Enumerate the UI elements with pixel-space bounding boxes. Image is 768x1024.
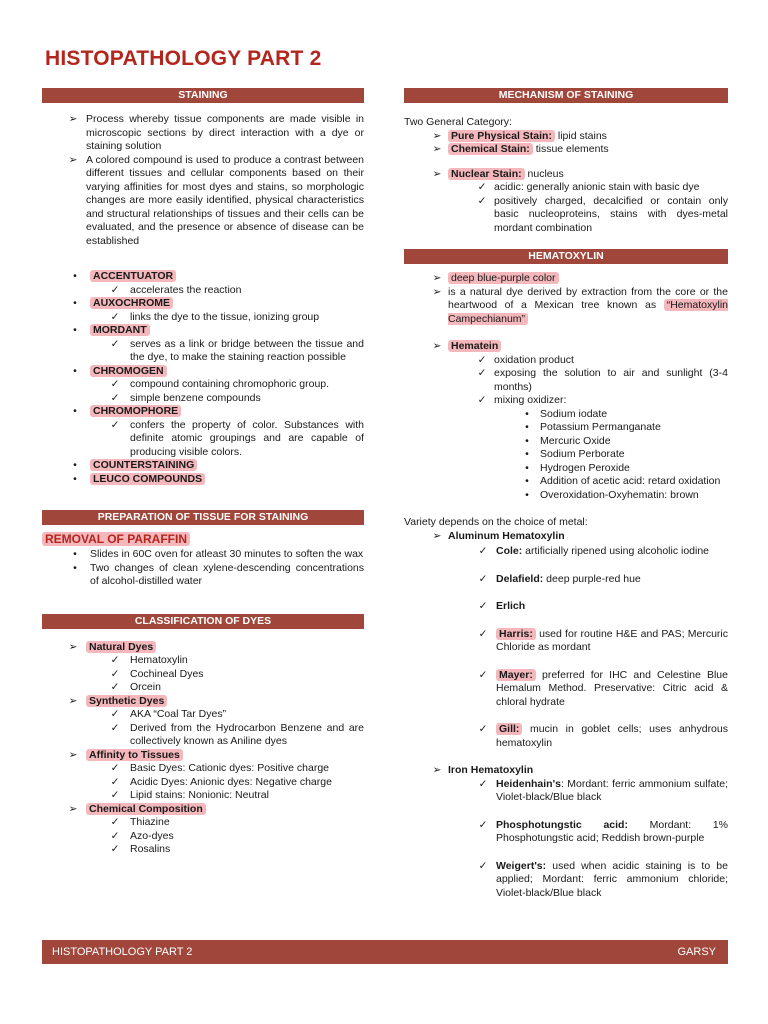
list-item <box>470 600 728 614</box>
bullet-icon: • <box>73 405 77 417</box>
alum-label: Harris: <box>496 628 536 640</box>
check-icon: ✓ <box>477 181 487 193</box>
term-label: MORDANT <box>90 324 150 336</box>
oxidizer-text: Potassium Permanganate <box>540 421 661 433</box>
item-text <box>86 749 364 763</box>
footer-right: GARSY <box>677 946 716 958</box>
term-note: serves as a link or bridge between the tissue and the dye, to make the staining reaction possible <box>130 337 364 363</box>
class-item <box>60 695 364 709</box>
list-item <box>60 548 364 562</box>
item-text <box>496 819 728 846</box>
paraffin-list <box>42 548 364 589</box>
class-note: Azo-dyes <box>130 829 174 842</box>
oxidizer-list <box>404 408 728 503</box>
arrow-icon: ➢ <box>68 802 78 815</box>
chemical-stain-text: tissue elements <box>532 143 609 155</box>
bullet-icon: • <box>73 364 77 377</box>
hema-color: deep blue-purple color <box>448 272 559 284</box>
class-item <box>60 641 364 655</box>
bullet-icon: • <box>525 448 529 460</box>
list-item <box>514 448 728 462</box>
item-text <box>90 562 364 589</box>
class-note-item <box>60 668 364 682</box>
bullet-icon: • <box>525 475 529 487</box>
list-item <box>60 562 364 589</box>
arrow-icon: ➢ <box>432 285 442 298</box>
term-note: compound containing chromophoric group. <box>130 378 330 390</box>
hematein-note: mixing oxidizer: <box>494 394 567 406</box>
iron-title: Iron Hematoxylin <box>448 764 534 776</box>
page-title: HISTOPATHOLOGY PART 2 <box>45 47 322 70</box>
class-note-item <box>60 722 364 749</box>
right-column <box>404 88 728 900</box>
two-general-label: Two General Category: <box>404 116 512 128</box>
check-icon: ✓ <box>478 859 488 872</box>
list-item <box>60 154 364 249</box>
term-list <box>42 270 364 486</box>
iron-text: : Mordant: ferric ammonium sulfate; Violet-black/Blue black <box>496 777 728 803</box>
item-text <box>494 394 728 408</box>
list-item <box>514 489 728 503</box>
bullet-icon: • <box>525 434 529 447</box>
item-text <box>90 324 364 338</box>
alum-label: Delafield: <box>496 572 544 585</box>
class-note-item <box>60 762 364 776</box>
class-note-item <box>60 830 364 844</box>
hema-latin-name: “Hematoxylin Campechianum” <box>448 299 728 325</box>
staining-list <box>42 113 364 248</box>
class-note: AKA “Coal Tar Dyes” <box>130 708 227 720</box>
aluminum-list <box>404 545 728 750</box>
aluminum-title: Aluminum Hematoxylin <box>448 529 565 542</box>
term-label: CHROMOGEN <box>90 365 167 377</box>
item-text <box>496 669 728 710</box>
item-text <box>130 311 364 325</box>
class-note: Lipid stains: Nonionic: Neutral <box>130 789 269 801</box>
item-text <box>540 475 728 489</box>
item-text <box>496 723 728 750</box>
arrow-icon: ➢ <box>68 748 78 761</box>
pure-physical-label: Pure Physical Stain: <box>448 130 555 142</box>
item-text <box>130 830 364 844</box>
item-text <box>540 448 728 462</box>
oxidizer-text: Hydrogen Peroxide <box>540 461 630 474</box>
list-item <box>514 462 728 476</box>
arrow-icon: ➢ <box>68 153 78 166</box>
class-note: Derived from the Hydrocarbon Benzene and are collectively known as Aniline dyes <box>130 721 364 747</box>
list-item <box>470 367 728 394</box>
hematein-label: Hematein <box>448 340 501 352</box>
check-icon: ✓ <box>478 818 488 831</box>
item-text <box>90 297 364 311</box>
iron-text: used when acidic staining is to be applied; Mordant: ferric ammonium chloride; Violet-black/Blue black <box>496 859 728 899</box>
item-text <box>494 367 728 394</box>
item-text <box>130 654 364 668</box>
term-label: COUNTERSTAINING <box>90 459 197 471</box>
item-text <box>130 762 364 776</box>
list-item <box>470 354 728 368</box>
check-icon: ✓ <box>110 721 120 734</box>
class-note: Basic Dyes: Cationic dyes: Positive charge <box>130 762 330 774</box>
list-item <box>470 819 728 846</box>
left-column <box>42 88 364 857</box>
class-label: Natural Dyes <box>86 641 156 653</box>
staining-text: A colored compound is used to produce a contrast between different tissues and cellular components based on their varying affinities for most dyes and stains, so morphologic changes are more easily identified, physical characteristics and structural relationships of tissues and their cells can be evaluated, and the presence or absence of disease can be established <box>86 153 364 247</box>
item-text <box>494 195 728 236</box>
item-text <box>130 392 364 406</box>
item-text <box>90 459 364 473</box>
nuclear-note: acidic: generally anionic stain with basic dye <box>494 181 700 193</box>
bullet-icon: • <box>73 459 77 471</box>
section-header-preparation: PREPARATION OF TISSUE FOR STAINING <box>42 510 364 525</box>
bullet-icon: • <box>73 548 77 560</box>
footer-bar <box>42 940 728 964</box>
arrow-icon: ➢ <box>432 529 442 542</box>
arrow-icon: ➢ <box>68 113 78 125</box>
list-item <box>514 408 728 422</box>
nuclear-notes <box>404 181 728 235</box>
check-icon: ✓ <box>110 391 120 404</box>
list-item <box>514 435 728 449</box>
item-text <box>130 843 364 857</box>
item-text <box>86 641 364 655</box>
item-text <box>130 776 364 790</box>
item-text <box>130 789 364 803</box>
term-note-item <box>60 284 364 298</box>
class-note-item <box>60 789 364 803</box>
paraffin-text: Slides in 60C oven for atleast 30 minutes to soften the wax <box>90 548 364 560</box>
iron-label: Heidenhain's <box>496 777 561 790</box>
check-icon: ✓ <box>110 283 120 296</box>
term-label: ACCENTUATOR <box>90 270 176 282</box>
item-text <box>540 489 728 503</box>
oxidizer-text: Addition of acetic acid: retard oxidation <box>540 475 721 487</box>
iron-text: Mordant: 1% Phosphotungstic acid; Reddish brown-purple <box>496 818 728 844</box>
check-icon: ✓ <box>478 668 488 681</box>
check-icon: ✓ <box>110 310 120 323</box>
section-header-mechanism: MECHANISM OF STAINING <box>404 88 728 103</box>
item-text <box>540 421 728 435</box>
iron-label: Weigert's: <box>496 859 547 872</box>
term-item <box>60 324 364 338</box>
item-text <box>540 462 728 476</box>
item-text <box>540 408 728 422</box>
term-label: AUXOCHROME <box>90 297 173 309</box>
classification-list <box>42 641 364 857</box>
class-note: Orcein <box>130 681 161 693</box>
bullet-icon: • <box>525 421 529 433</box>
alum-text: mucin in goblet cells; uses anhydrous hematoxylin <box>496 723 728 749</box>
item-text <box>494 354 728 368</box>
term-note: confers the property of color. Substances with definite atomic groupings and are capable of producing visible colors. <box>130 418 364 458</box>
nuclear-stain-label: Nuclear Stain: <box>448 168 525 180</box>
item-text <box>130 816 364 830</box>
check-icon: ✓ <box>110 708 120 720</box>
bullet-icon: • <box>73 561 77 574</box>
check-icon: ✓ <box>477 194 487 207</box>
check-icon: ✓ <box>478 600 488 612</box>
alum-text: preferred for IHC and Celestine Blue Hemalum Method. Preservative: Citric acid & chloral hydrate <box>496 668 728 708</box>
item-text <box>540 435 728 449</box>
term-note: simple benzene compounds <box>130 391 261 404</box>
check-icon: ✓ <box>477 394 487 406</box>
check-icon: ✓ <box>110 681 120 693</box>
list-item <box>60 113 364 154</box>
term-note-item <box>60 338 364 365</box>
class-note-item <box>60 776 364 790</box>
alum-label: Cole: <box>496 545 523 557</box>
check-icon: ✓ <box>110 654 120 666</box>
class-note: Thiazine <box>130 816 170 828</box>
bullet-icon: • <box>73 297 77 309</box>
check-icon: ✓ <box>478 723 488 735</box>
check-icon: ✓ <box>477 367 487 379</box>
class-note-item <box>60 843 364 857</box>
item-text <box>86 803 364 817</box>
check-icon: ✓ <box>110 378 120 390</box>
term-note-item <box>60 392 364 406</box>
bullet-icon: • <box>73 472 77 485</box>
item-text <box>90 548 364 562</box>
list-item <box>470 573 728 587</box>
item-text <box>496 600 728 614</box>
item-text <box>130 338 364 365</box>
check-icon: ✓ <box>110 829 120 842</box>
term-label: LEUCO COMPOUNDS <box>90 473 205 485</box>
item-text <box>496 778 728 805</box>
bullet-icon: • <box>73 270 77 282</box>
list-item <box>470 545 728 559</box>
list-item <box>470 394 728 408</box>
class-label: Affinity to Tissues <box>86 749 183 761</box>
check-icon: ✓ <box>110 337 120 350</box>
paraffin-text: Two changes of clean xylene-descending concentrations of alcohol-distilled water <box>90 561 364 587</box>
list-item <box>470 723 728 750</box>
item-text <box>130 708 364 722</box>
chemical-stain-label: Chemical Stain: <box>448 143 533 155</box>
nuclear-stain-text: nucleus <box>524 167 564 180</box>
item-text <box>496 545 728 559</box>
bullet-icon: • <box>73 324 77 336</box>
oxidizer-text: Overoxidation-Oxyhematin: brown <box>540 488 699 501</box>
class-note: Rosalins <box>130 843 171 855</box>
iron-label: Phosphotungstic acid: <box>496 818 628 831</box>
check-icon: ✓ <box>110 418 120 431</box>
oxidizer-text: Sodium Perborate <box>540 448 625 460</box>
alum-label: Gill: <box>496 723 522 735</box>
check-icon: ✓ <box>110 789 120 801</box>
item-text <box>496 573 728 587</box>
class-label: Chemical Composition <box>86 803 206 815</box>
arrow-icon: ➢ <box>432 272 442 284</box>
item-text <box>90 405 364 419</box>
class-note: Acidic Dyes: Anionic dyes: Negative charge <box>130 775 332 788</box>
alum-text: deep purple-red hue <box>543 572 641 585</box>
list-item <box>470 860 728 901</box>
item-text <box>90 365 364 379</box>
arrow-icon: ➢ <box>432 129 442 142</box>
variety-label: Variety depends on the choice of metal: <box>404 516 588 528</box>
oxidizer-text: Mercuric Oxide <box>540 434 611 447</box>
alum-text: used for routine H&E and PAS; Mercuric Chloride as mordant <box>496 627 728 653</box>
section-header-classification: CLASSIFICATION OF DYES <box>42 614 364 629</box>
term-item <box>60 459 364 473</box>
check-icon: ✓ <box>110 843 120 855</box>
class-note: Cochineal Dyes <box>130 667 204 680</box>
nuclear-note: positively charged, decalcified or contain only basic nucleoproteins, stains with dyes-metal mordant combination <box>494 194 728 234</box>
alum-label: Erlich <box>496 600 526 612</box>
alum-text: artificially ripened using alcoholic iodine <box>522 545 710 557</box>
term-item <box>60 270 364 284</box>
term-note: links the dye to the tissue, ionizing group <box>130 310 320 323</box>
arrow-icon: ➢ <box>68 640 78 653</box>
list-item <box>514 475 728 489</box>
item-text <box>86 113 364 154</box>
pure-physical-text: lipid stains <box>554 129 607 142</box>
term-label: CHROMOPHORE <box>90 405 181 417</box>
check-icon: ✓ <box>478 572 488 585</box>
item-text <box>130 378 364 392</box>
item-text <box>130 284 364 298</box>
class-label: Synthetic Dyes <box>86 695 167 707</box>
item-text <box>130 419 364 460</box>
check-icon: ✓ <box>478 545 488 557</box>
term-item <box>60 473 364 487</box>
hematein-note: oxidation product <box>494 353 574 366</box>
hema-natural-text: is a natural dye derived by extraction from the core or the heartwood of a Mexican tree known as <box>448 285 728 311</box>
check-icon: ✓ <box>478 777 488 790</box>
class-note-item <box>60 708 364 722</box>
term-note: accelerates the reaction <box>130 283 242 296</box>
item-text <box>86 695 364 709</box>
term-note-item <box>60 311 364 325</box>
bullet-icon: • <box>525 461 529 474</box>
list-item <box>470 778 728 805</box>
list-item <box>470 181 728 195</box>
oxidizer-text: Sodium iodate <box>540 407 608 420</box>
item-text <box>90 473 364 487</box>
class-note: Hematoxylin <box>130 654 188 666</box>
bullet-icon: • <box>525 407 529 420</box>
item-text <box>496 860 728 901</box>
list-item <box>514 421 728 435</box>
alum-label: Mayer: <box>496 669 536 681</box>
iron-list <box>404 778 728 901</box>
check-icon: ✓ <box>110 775 120 788</box>
list-item <box>470 628 728 655</box>
class-note-item <box>60 654 364 668</box>
check-icon: ✓ <box>478 627 488 640</box>
item-text <box>130 668 364 682</box>
list-item <box>470 669 728 710</box>
term-item <box>60 297 364 311</box>
arrow-icon: ➢ <box>432 340 442 352</box>
term-note-item <box>60 378 364 392</box>
hematein-note: exposing the solution to air and sunlight (3-4 months) <box>494 367 728 393</box>
section-header-staining: STAINING <box>42 88 364 103</box>
arrow-icon: ➢ <box>68 694 78 707</box>
paraffin-title: REMOVAL OF PARAFFIN <box>42 532 190 546</box>
check-icon: ✓ <box>477 353 487 366</box>
arrow-icon: ➢ <box>432 143 442 155</box>
check-icon: ✓ <box>110 667 120 680</box>
arrow-icon: ➢ <box>432 764 442 776</box>
class-note-item <box>60 816 364 830</box>
arrow-icon: ➢ <box>432 167 442 180</box>
class-note-item <box>60 681 364 695</box>
footer-left: HISTOPATHOLOGY PART 2 <box>52 946 193 958</box>
item-text <box>496 628 728 655</box>
term-note-item <box>60 419 364 460</box>
list-item <box>470 195 728 236</box>
item-text <box>130 722 364 749</box>
item-text <box>130 681 364 695</box>
term-item <box>60 365 364 379</box>
hematein-notes <box>404 354 728 408</box>
item-text <box>86 154 364 249</box>
bullet-icon: • <box>525 488 529 501</box>
section-header-hematoxylin: HEMATOXYLIN <box>404 249 728 264</box>
item-text <box>90 270 364 284</box>
term-item <box>60 405 364 419</box>
class-item <box>60 749 364 763</box>
check-icon: ✓ <box>110 762 120 774</box>
item-text <box>494 181 728 195</box>
check-icon: ✓ <box>110 816 120 828</box>
staining-text: Process whereby tissue components are made visible in microscopic sections by direct interaction with a dye or staining solution <box>86 113 364 152</box>
class-item <box>60 803 364 817</box>
